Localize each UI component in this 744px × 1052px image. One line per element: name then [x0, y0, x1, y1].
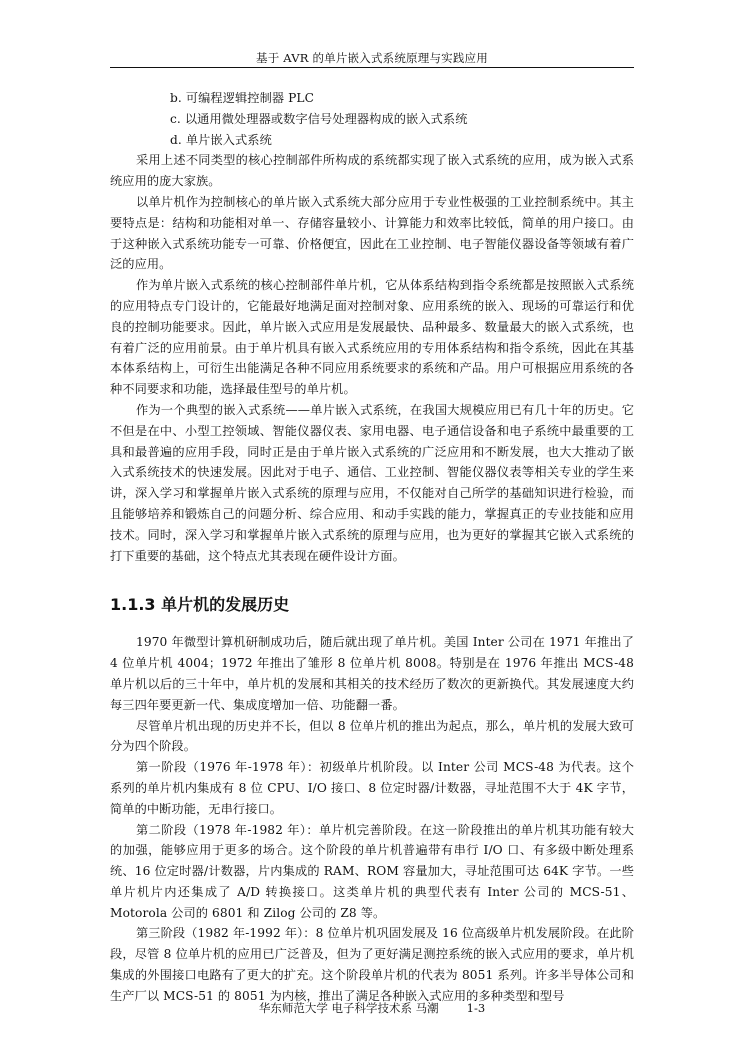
- paragraph: 第一阶段（1976 年-1978 年）：初级单片机阶段。以 Inter 公司 MCS-48 为代表。这个系列的单片机内集成有 8 位 CPU、I/O 接口、8 位定时器/计数器，寻址范围不大于 4K 字节，简单的中断功能，无串行接口。: [110, 760, 634, 816]
- list-item: c. 以通用微处理器或数字信号处理器构成的嵌入式系统: [170, 111, 468, 126]
- paragraph: 采用上述不同类型的核心控制部件所构成的系统都实现了嵌入式系统的应用，成为嵌入式系统应用的庞大家族。: [110, 153, 634, 189]
- page-footer: [110, 1000, 634, 1016]
- page-body: [110, 88, 634, 1007]
- header-rule: [110, 67, 634, 68]
- list-item: b. 可编程逻辑控制器 PLC: [170, 91, 315, 105]
- running-header: 基于 AVR 的单片嵌入式系统原理与实践应用: [256, 51, 488, 65]
- page-number: 1-3: [466, 1001, 486, 1015]
- list-item: d. 单片嵌入式系统: [170, 132, 272, 147]
- paragraph: 作为单片嵌入式系统的核心控制部件单片机，它从体系结构到指令系统都是按照嵌入式系统的应用特点专门设计的，它能最好地满足面对控制对象、应用系统的嵌入、现场的可靠运行和优良的控制功能要求。因此，单片嵌入式应用是发展最快、品种最多、数量最大的嵌入式系统，也有着广泛的应用前景。由于单片机具有嵌入式系统应用的专用体系结构和指令系统，因此在其基本体系结构上，可衍生出能满足各种不同应用系统要求的系统和产品。用户可根据应用系统的各种不同要求和功能，选择最佳型号的单片机。: [110, 278, 634, 397]
- footer-author: 华东师范大学 电子科学技术系 马潮: [258, 1001, 439, 1015]
- paragraph: 第三阶段（1982 年-1992 年）：8 位单片机巩固发展及 16 位高级单片机发展阶段。在此阶段，尽管 8 位单片机的应用已广泛普及，但为了更好满足测控系统的嵌入式应用的要求，单片机集成的外围接口电路有了更大的扩充。这个阶段单片机的代表为 8051 系列。许多半导体公司和生产厂以 MCS-51 的 8051 为内核，推出了满足各种嵌入式应用的多种类型和型号: [110, 926, 634, 1003]
- paragraph: 作为一个典型的嵌入式系统——单片嵌入式系统，在我国大规模应用已有几十年的历史。它不但是在中、小型工控领域、智能仪器仪表、家用电器、电子通信设备和电子系统中最重要的工具和最普遍的应用手段，同时正是由于单片嵌入式系统的广泛应用和不断发展，也大大推动了嵌入式系统技术的快速发展。因此对于电子、通信、工业控制、智能仪器仪表等相关专业的学生来讲，深入学习和掌握单片嵌入式系统的原理与应用，不仅能对自己所学的基础知识进行检验，而且能够培养和锻炼自己的问题分析、综合应用、和动手实践的能力，掌握真正的专业技能和应用技术。同时，深入学习和掌握单片嵌入式系统的原理与应用，也为更好的掌握其它嵌入式系统的打下重要的基础，这个特点尤其表现在硬件设计方面。: [110, 402, 634, 563]
- paragraph: 第二阶段（1978 年-1982 年）：单片机完善阶段。在这一阶段推出的单片机其功能有较大的加强，能够应用于更多的场合。这个阶段的单片机普遍带有串行 I/O 口、有多级中断处理系统、16 位定时器/计数器，片内集成的 RAM、ROM 容量加大，寻址范围可达 64K 字节。一些单片机片内还集成了 A/D 转换接口。这类单片机的典型代表有 Inter 公司的 MCS-51、Motorola 公司的 6801 和 Zilog 公司的 Z8 等。: [110, 822, 634, 920]
- section-heading: 1.1.3 单片机的发展历史: [110, 595, 290, 615]
- paragraph: 尽管单片机出现的历史并不长，但以 8 位单片机的推出为起点，那么，单片机的发展大致可分为四个阶段。: [110, 718, 634, 754]
- paragraph: 以单片机作为控制核心的单片嵌入式系统大部分应用于专业性极强的工业控制系统中。其主要特点是：结构和功能相对单一、存储容量较小、计算能力和效率比较低，简单的用户接口。由于这种嵌入式系统功能专一可靠、价格便宜，因此在工业控制、电子智能仪器设备等领域有着广泛的应用。: [110, 194, 634, 272]
- paragraph: 1970 年微型计算机研制成功后，随后就出现了单片机。美国 Inter 公司在 1971 年推出了 4 位单片机 4004；1972 年推出了雏形 8 位单片机 8008。特别是在 1976 年推出 MCS-48 单片机以后的三十年中，单片机的发展和其相关的技术经历了数次的更新换代。其发展速度大约每三四年要更新一代、集成度增加一倍、功能翻一番。: [110, 635, 634, 712]
